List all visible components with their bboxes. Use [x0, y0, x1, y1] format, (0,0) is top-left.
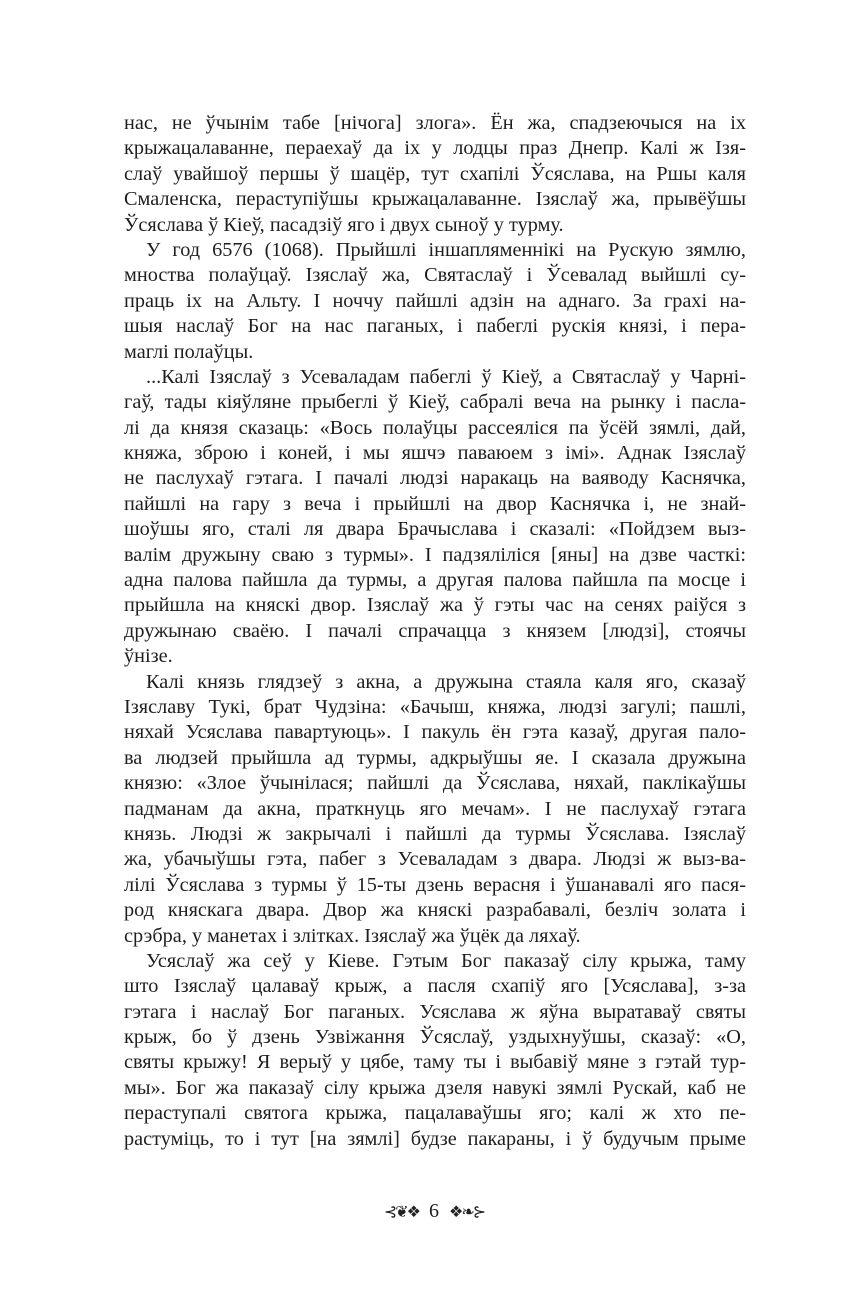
text-line: срэбра, у манетах і злітках. Ізяслаў жа ўцёк да ляхаў.: [124, 924, 581, 947]
page-footer: [0, 1200, 868, 1223]
text-line: валім дружыну сваю з турмы». І падзяліліся [яны] на дзве часткі:: [124, 543, 746, 566]
text-line: Ізяславу Тукі, брат Чудзіна: «Бачыш, княжа, людзі загулі; пашлі,: [124, 695, 746, 718]
ornament-right-icon: ❖❧⊱: [449, 1203, 485, 1221]
text-line: шыя наслаў Бог на нас паганых, і пабеглі рускія князі, і пера-: [124, 315, 746, 338]
text-line: мноства полаўцаў. Ізяслаў жа, Святаслаў і Ўсевалад выйшлі су-: [124, 264, 746, 287]
ornament-left-icon: ⊰❦❖: [383, 1203, 419, 1221]
text-line: лі да князя сказаць: «Вось полаўцы рассеяліся па ўсёй зямлі, дай,: [124, 416, 746, 439]
page-number: 6: [429, 1200, 439, 1222]
text-line: адна палова пайшла да турмы, а другая палова пайшла па мосце і: [124, 569, 746, 592]
text-line: Ўсяслава ў Кіеў, пасадзіў яго і двух сыноў у турму.: [124, 213, 564, 236]
text-line: гаў, тады кіяўляне прыбеглі ў Кіеў, сабралі веча на рынку і пасла-: [124, 391, 746, 414]
text-line: жа, убачыўшы гэта, пабег з Усеваладам з двара. Людзі ж выз-ва-: [124, 848, 746, 871]
text-line: пайшлі на гару з веча і прыйшлі на двор Каснячка і, не знай-: [124, 492, 746, 515]
text-line: Усяслаў жа сеў у Кіеве. Гэтым Бог паказаў сілу крыжа, таму: [146, 949, 746, 972]
text-line: пераступалі святога крыжа, пацалаваўшы яго; калі ж хто пе-: [124, 1102, 746, 1125]
text-line: Калі князь глядзеў з акна, а дружына стаяла каля яго, сказаў: [146, 670, 746, 693]
text-line: прыйшла на княскі двор. Ізяслаў жа ў гэты час на сенях раіўся з: [124, 594, 746, 617]
paragraph: [124, 670, 746, 949]
text-line: падманам да акна, праткнуць яго мечам». І не паслухаў гэтага: [124, 797, 746, 820]
text-line: праць іх на Альту. І ноччу пайшлі адзін на аднаго. За грахі на-: [124, 289, 746, 312]
text-line: князю: «Злое ўчынілася; пайшлі да Ўсяслава, няхай, паклікаўшы: [124, 772, 746, 795]
text-line: шоўшы яго, сталі ля двара Брачыслава і сказалі: «Пойдзем выз-: [124, 518, 746, 541]
text-line: крыжацалаванне, пераехаў да іх у лодцы праз Днепр. Калі ж Ізя-: [124, 137, 746, 160]
text-line: ўнізе.: [124, 645, 173, 668]
text-line: гэтага і наслаў Бог паганых. Усяслава ж яўна выратаваў святы: [124, 1000, 746, 1023]
text-line: слаў увайшоў першы ў шацёр, тут схапілі Ўсяслава, на Ршы каля: [124, 162, 746, 185]
text-line: растуміць, то і тут [на зямлі] будзе пакараны, і ў будучым прыме: [124, 1127, 746, 1150]
text-line: маглі полаўцы.: [124, 340, 254, 363]
paragraph: [124, 238, 746, 365]
paragraph: [124, 365, 746, 670]
text-line: дружынаю сваёю. І пачалі спрачацца з князем [людзі], стоячы: [124, 619, 746, 642]
paragraph: [124, 949, 746, 1152]
text-line: княжа, зброю і коней, і мы яшчэ паваюем з імі». Аднак Ізяслаў: [124, 442, 746, 465]
text-line: ва людзей прыйшла ад турмы, адкрыўшы яе. І сказала дружына: [124, 746, 746, 769]
text-line: што Ізяслаў цалаваў крыж, а пасля схапіў яго [Усяслава], з-за: [124, 975, 746, 998]
text-line: святы крыжу! Я верыў у цябе, таму ты і выбавіў мяне з гэтай тур-: [124, 1051, 746, 1074]
text-line: няхай Усяслава павартуюць». І пакуль ён гэта казаў, другая пало-: [124, 721, 746, 744]
text-line: род княскага двара. Двор жа княскі разрабавалі, безліч золата і: [124, 899, 746, 922]
paragraph: [124, 111, 746, 238]
text-line: князь. Людзі ж закрычалі і пайшлі да турмы Ўсяслава. Ізяслаў: [124, 822, 746, 845]
text-line: мы». Бог жа паказаў сілу крыжа дзеля навукі зямлі Рускай, каб не: [124, 1076, 746, 1099]
page-body: [124, 111, 746, 1152]
text-line: нас, не ўчынім табе [нічога] злога». Ён жа, спадзеючыся на іх: [124, 112, 746, 134]
text-line: ...Калі Ізяслаў з Усеваладам пабеглі ў Кіеў, а Святаслаў у Чарні-: [146, 365, 746, 388]
text-line: Смаленска, пераступіўшы крыжацалаванне. Ізяслаў жа, прывёўшы: [124, 188, 746, 211]
text-line: крыж, бо ў дзень Узвіжання Ўсяслаў, уздыхнуўшы, сказаў: «О,: [124, 1026, 746, 1049]
text-line: лілі Ўсяслава з турмы ў 15-ты дзень верасня і ўшанавалі яго пася-: [124, 873, 746, 896]
text-line: не паслухаў гэтага. І пачалі людзі наракаць на ваяводу Каснячка,: [124, 467, 746, 490]
text-line: У год 6576 (1068). Прыйшлі іншапляменнікі на Рускую зямлю,: [146, 238, 746, 261]
